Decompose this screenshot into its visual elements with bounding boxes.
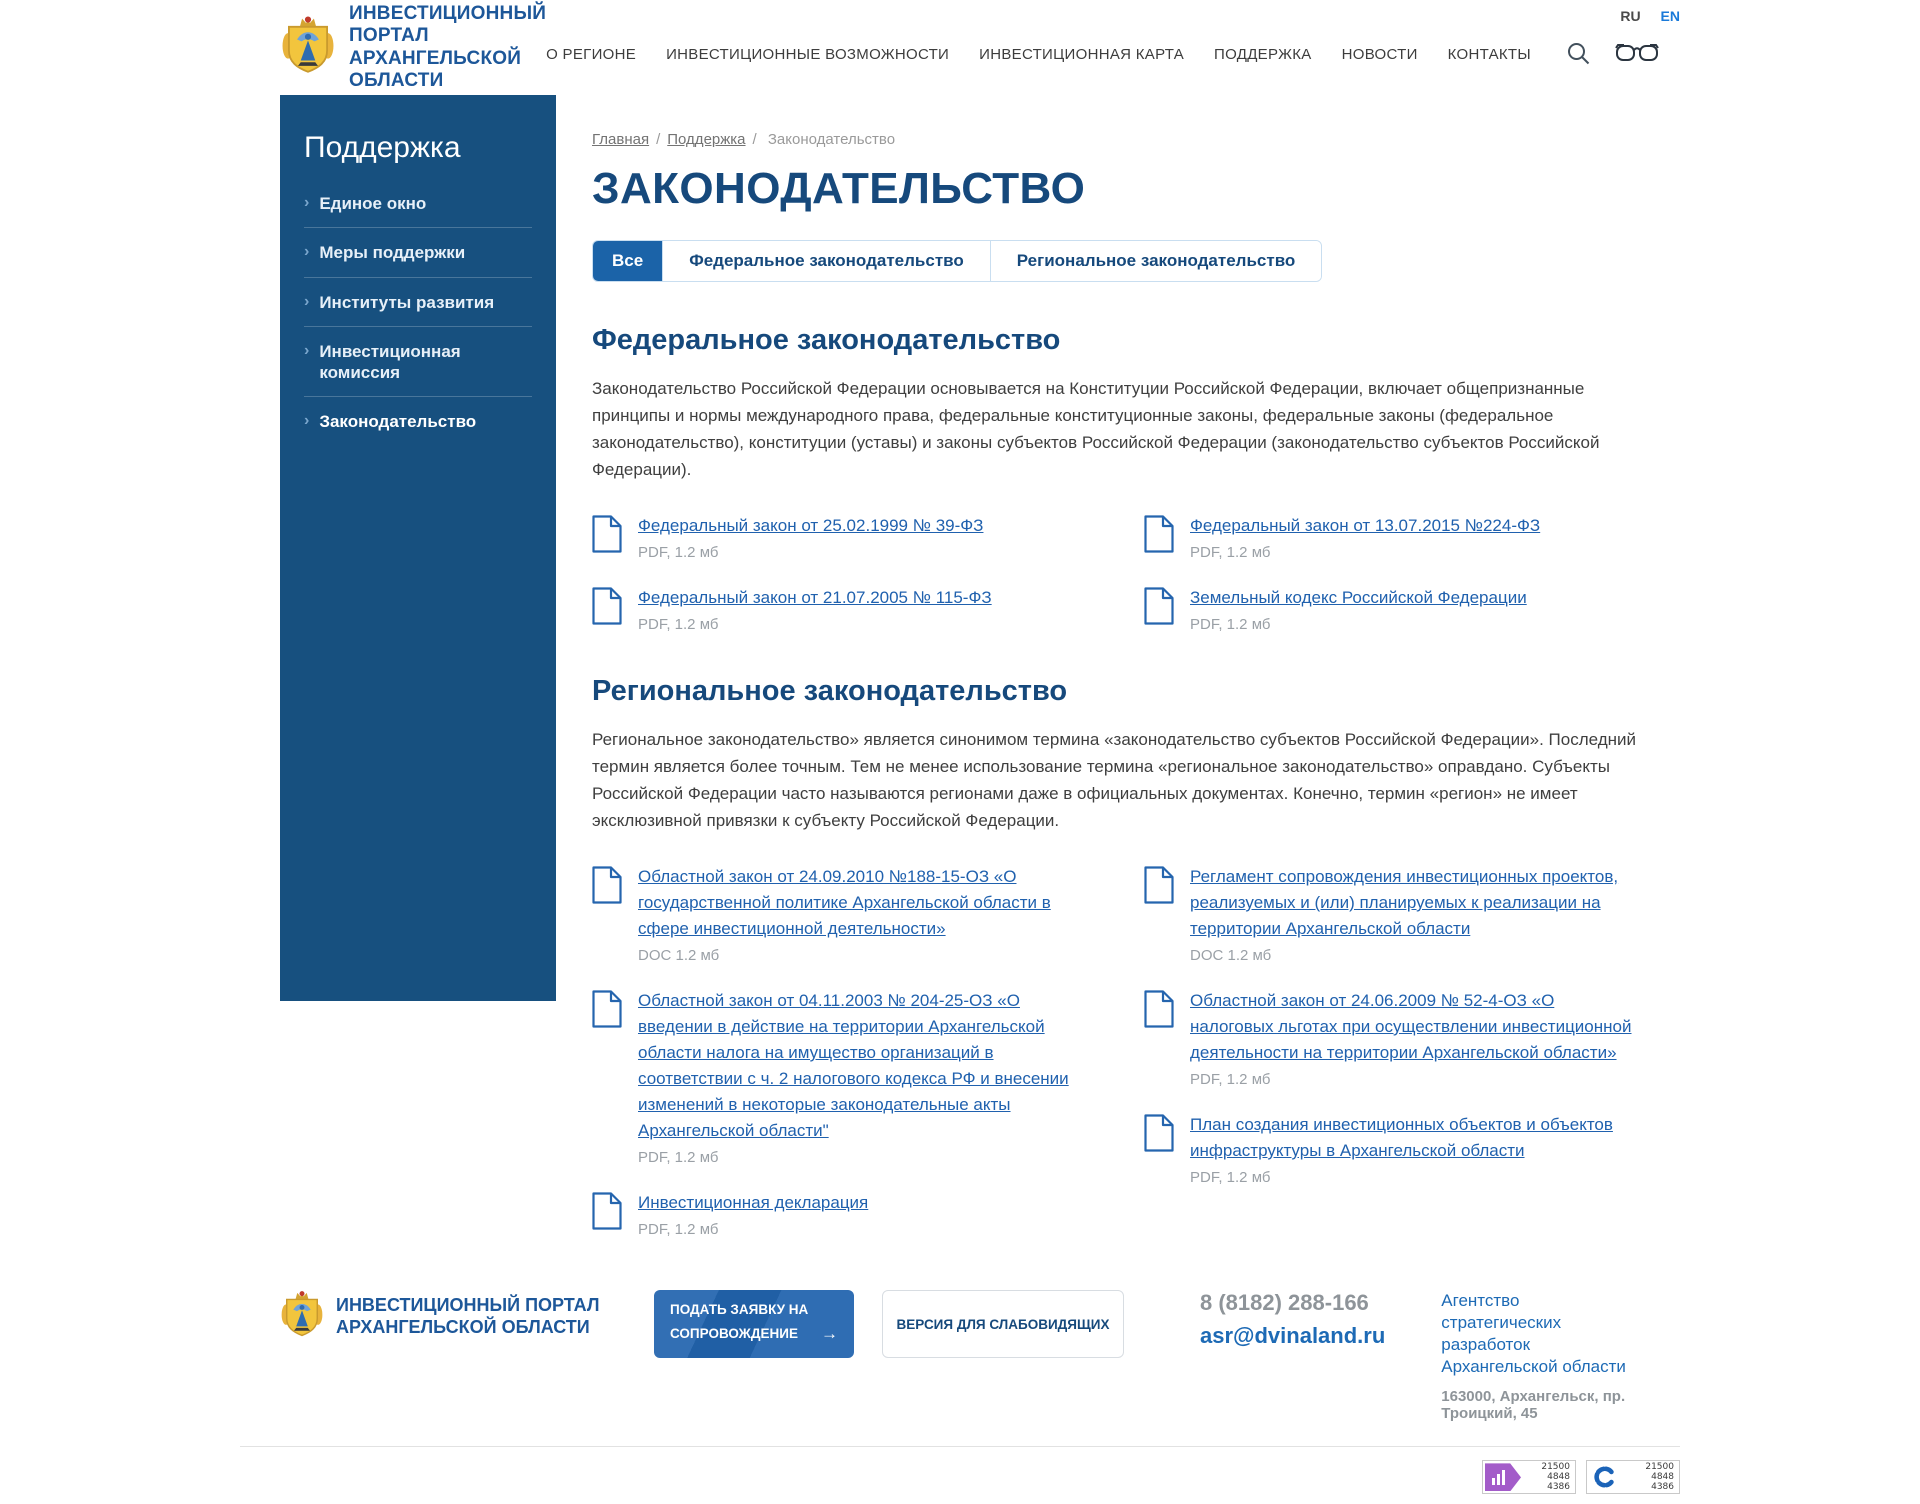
document-link[interactable]: Федеральный закон от 13.07.2015 №224-ФЗ: [1190, 516, 1541, 535]
regional-section: [592, 675, 1640, 1238]
main-nav: [546, 46, 1531, 63]
document-file-icon: [1144, 990, 1174, 1088]
nav-link[interactable]: ИНВЕСТИЦИОННЫЕ ВОЗМОЖНОСТИ: [666, 46, 950, 63]
document-meta: PDF, 1.2 мб: [1190, 1169, 1271, 1186]
agency-address: 163000, Архангельск, пр. Троицкий, 45: [1441, 1388, 1626, 1423]
accessibility-glasses-button[interactable]: [1614, 42, 1660, 67]
agency-name: Агентство стратегических разработок Архангельской области: [1441, 1291, 1626, 1377]
sidebar-title: Поддержка: [304, 131, 461, 164]
site-footer: [0, 1268, 1920, 1504]
legislation-tabs: [592, 240, 1322, 282]
document-meta: PDF, 1.2 мб: [638, 544, 719, 561]
federal-heading: Федеральное законодательство: [592, 324, 1061, 356]
document-link[interactable]: План создания инвестиционных объектов и объектов инфраструктуры в Архангельской области: [1190, 1115, 1613, 1160]
sidebar-menu: [304, 179, 532, 446]
breadcrumb-separator: /: [752, 131, 757, 148]
document-item: [592, 864, 1088, 964]
sidebar-item-label: Инвестиционная комиссия: [319, 341, 461, 382]
breadcrumb: [592, 131, 1640, 148]
search-button[interactable]: [1567, 42, 1590, 68]
header-icons: [1567, 42, 1660, 68]
sidebar-item-label: Единое окно: [319, 194, 427, 213]
footer-logo-title: ИНВЕСТИЦИОННЫЙ ПОРТАЛ АРХАНГЕЛЬСКОЙ ОБЛАСТИ: [336, 1294, 600, 1337]
document-link[interactable]: Инвестиционная декларация: [638, 1193, 869, 1212]
document-file-icon: [592, 990, 622, 1166]
chevron-right-icon: ›: [304, 292, 310, 310]
counters-row: [240, 1446, 1680, 1504]
nav-link[interactable]: ИНВЕСТИЦИОННАЯ КАРТА: [979, 46, 1185, 63]
document-link[interactable]: Регламент сопровождения инвестиционных проектов, реализуемых и (или) планируемых к реализации на территории Архангельской области: [1190, 867, 1619, 938]
lang-ru[interactable]: RU: [1620, 8, 1641, 24]
chevron-right-icon: ›: [304, 243, 310, 261]
federal-section: [592, 324, 1640, 633]
document-link[interactable]: Областной закон от 04.11.2003 № 204-25-ОЗ «О введении в действие на территории Архангельской области налога на имущество организаций в соответствии с ч. 2 налогового кодекса РФ и внесении изменений в некоторые законодательные акты Архангельской области": [638, 991, 1069, 1140]
document-link[interactable]: Федеральный закон от 25.02.1999 № 39-ФЗ: [638, 516, 984, 535]
document-item: [592, 988, 1088, 1166]
sidebar-item-label: Меры поддержки: [319, 243, 466, 263]
document-link[interactable]: Областной закон от 24.09.2010 №188-15-ОЗ «О государственной политике Архангельской области в сфере инвестиционной деятельности»: [638, 867, 1051, 938]
search-icon: [1567, 42, 1590, 68]
document-meta: PDF, 1.2 мб: [638, 616, 719, 633]
sidebar-item-label: Институты развития: [319, 292, 495, 312]
site-logo[interactable]: [280, 3, 546, 93]
sidebar-menu-item[interactable]: [304, 327, 532, 398]
tab[interactable]: Региональное законодательство: [991, 241, 1322, 281]
coat-of-arms-icon: [280, 15, 336, 80]
chevron-right-icon: ›: [304, 412, 310, 430]
footer-email-link[interactable]: asr@dvinaland.ru: [1200, 1323, 1386, 1348]
footer-phone: 8 (8182) 288-166: [1200, 1290, 1369, 1315]
nav-link[interactable]: О РЕГИОНЕ: [546, 46, 637, 63]
arrow-right-icon: →: [821, 1324, 838, 1344]
counter-values: 21500 4848 4386: [1645, 1462, 1674, 1493]
apply-support-button[interactable]: ПОДАТЬ ЗАЯВКУ НА СОПРОВОЖДЕНИЕ →: [654, 1290, 854, 1358]
document-item: [592, 585, 1088, 633]
sputnik-c-counter-icon: [1589, 1463, 1621, 1491]
visit-counter-badge[interactable]: [1482, 1460, 1576, 1494]
nav-link[interactable]: КОНТАКТЫ: [1447, 46, 1531, 63]
site-logo-title: ИНВЕСТИЦИОННЫЙ ПОРТАЛ АРХАНГЕЛЬСКОЙ ОБЛАСТИ: [349, 2, 547, 91]
visually-impaired-version-button[interactable]: ВЕРСИЯ ДЛЯ СЛАБОВИДЯЩИХ: [882, 1290, 1124, 1358]
lang-en[interactable]: EN: [1660, 8, 1680, 24]
document-item: [592, 513, 1088, 561]
main-content: [556, 95, 1640, 1268]
footer-contacts: [1200, 1290, 1385, 1349]
document-item: [1144, 988, 1640, 1088]
document-meta: PDF, 1.2 мб: [638, 1221, 719, 1238]
federal-intro: Законодательство Российской Федерации основывается на Конституции Российской Федерации, включает общепризнанные принципы и нормы международного права, федеральные конституционные законы, федеральные законы (федеральное законодательство), конституции (уставы) и законы субъектов Российской Федерации (законодательство субъектов Российской Федерации).: [592, 379, 1600, 479]
tab[interactable]: Федеральное законодательство: [663, 241, 991, 281]
document-item: [592, 1190, 1088, 1238]
bar-chart-counter-icon: [1485, 1463, 1521, 1491]
document-link[interactable]: Федеральный закон от 21.07.2005 № 115-ФЗ: [638, 588, 992, 607]
breadcrumb-link[interactable]: Главная: [592, 131, 650, 148]
document-item: [1144, 1112, 1640, 1186]
sputnik-counter-badge[interactable]: [1586, 1460, 1680, 1494]
document-meta: PDF, 1.2 мб: [638, 1149, 719, 1166]
document-meta: PDF, 1.2 мб: [1190, 616, 1271, 633]
document-file-icon: [592, 515, 622, 561]
document-meta: PDF, 1.2 мб: [1190, 544, 1271, 561]
document-link[interactable]: Областной закон от 24.06.2009 № 52-4-ОЗ «О налоговых льготах при осуществлении инвестиционной деятельности на территории Архангельской области»: [1190, 991, 1632, 1062]
document-item: [1144, 513, 1640, 561]
sidebar-menu-item[interactable]: [304, 228, 532, 277]
document-meta: PDF, 1.2 мб: [1190, 1071, 1271, 1088]
tab[interactable]: Все: [593, 241, 663, 281]
document-file-icon: [592, 587, 622, 633]
sidebar-menu-item[interactable]: [304, 179, 532, 228]
sidebar-item-label: Законодательство: [319, 412, 477, 432]
regional-intro: Региональное законодательство» является синонимом термина «законодательство субъектов Российской Федерации». Последний термин является более точным. Тем не менее использование термина «региональное законодательство» оправдано. Субъекты Российской Федерации часто называются регионами даже в официальных документах. Конечно, термин «регион» не имеет эксклюзивной привязки к субъекту Российской Федерации.: [592, 730, 1637, 830]
document-meta: DOC 1.2 мб: [638, 947, 720, 964]
document-item: [1144, 864, 1640, 964]
glasses-icon: [1614, 42, 1660, 67]
document-file-icon: [1144, 515, 1174, 561]
regional-heading: Региональное законодательство: [592, 675, 1068, 707]
counter-values: 21500 4848 4386: [1541, 1462, 1570, 1493]
chevron-right-icon: ›: [304, 194, 310, 211]
document-item: [1144, 585, 1640, 633]
sidebar-support: [280, 95, 556, 1001]
nav-link[interactable]: НОВОСТИ: [1341, 46, 1418, 63]
breadcrumb-link[interactable]: Поддержка: [667, 131, 746, 148]
breadcrumb-current: Законодательство: [767, 131, 896, 148]
breadcrumb-separator: /: [656, 131, 661, 148]
document-file-icon: [1144, 587, 1174, 633]
document-meta: DOC 1.2 мб: [1190, 947, 1272, 964]
chevron-right-icon: ›: [304, 341, 310, 359]
page-title: ЗАКОНОДАТЕЛЬСТВО: [592, 164, 1086, 213]
nav-link[interactable]: ПОДДЕРЖКА: [1214, 46, 1312, 63]
document-link[interactable]: Земельный кодекс Российской Федерации: [1190, 588, 1527, 607]
document-file-icon: [1144, 866, 1174, 964]
coat-of-arms-icon: [280, 1290, 324, 1343]
footer-agency: [1441, 1290, 1640, 1422]
sidebar-menu-item[interactable]: [304, 278, 532, 327]
sidebar-menu-item[interactable]: [304, 397, 532, 445]
footer-logo[interactable]: [280, 1290, 632, 1343]
document-file-icon: [1144, 1114, 1174, 1186]
document-file-icon: [592, 866, 622, 964]
document-file-icon: [592, 1192, 622, 1238]
language-switcher: [1620, 8, 1680, 24]
site-header: [0, 0, 1920, 95]
